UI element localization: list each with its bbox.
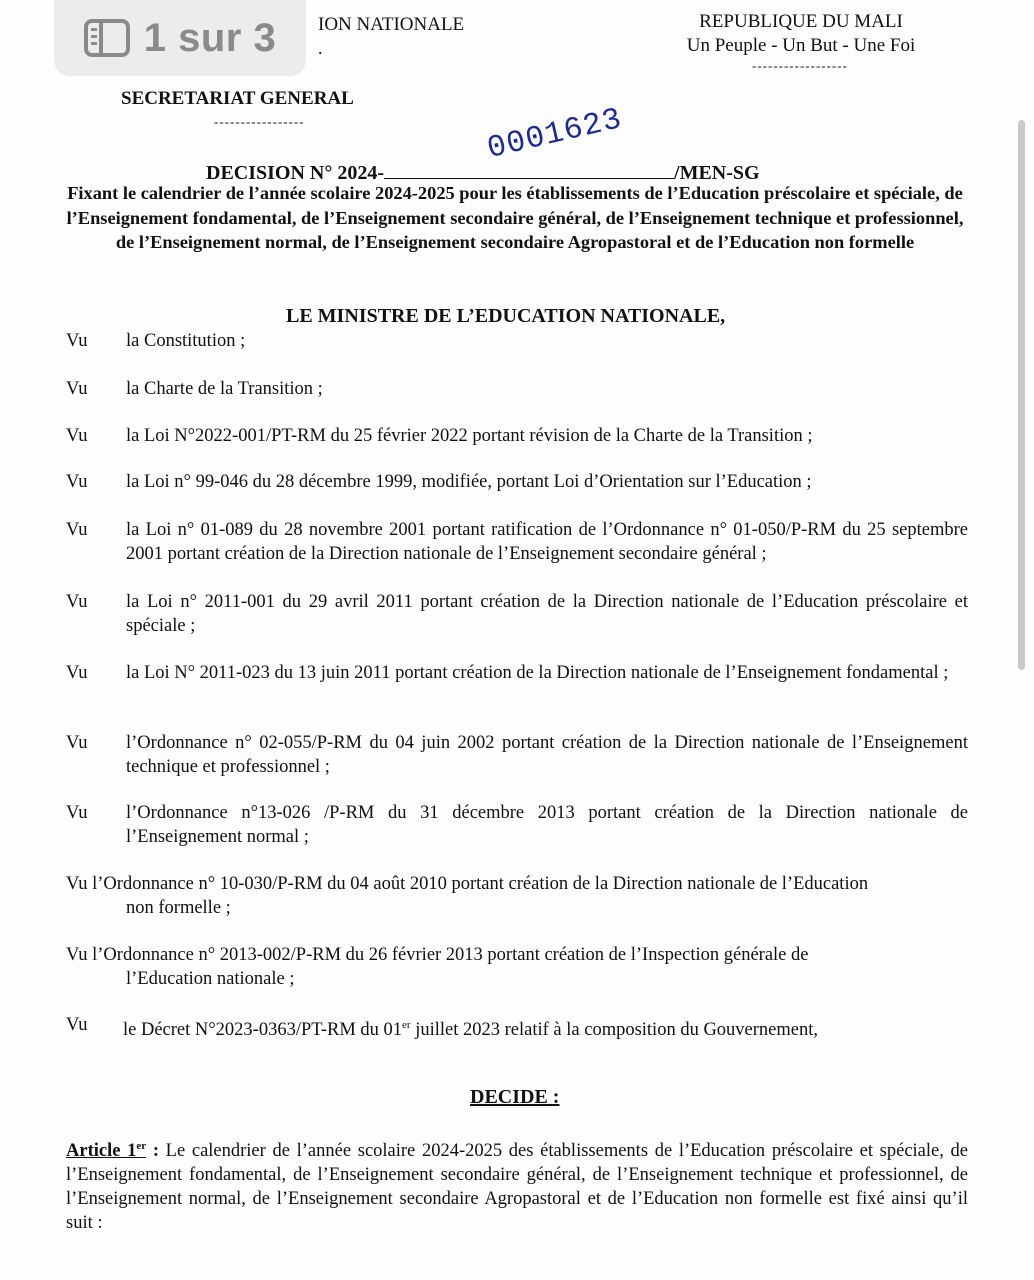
country-name: REPUBLIQUE DU MALI [699, 11, 903, 32]
vu-label: Vu [66, 472, 88, 492]
decision-subject: Fixant le calendrier de l’année scolaire 2024-2025 pour les établissements de l’Education préscolaire et spéciale, de l’Enseignement fondamental, de l’Enseignement secondaire général, de l’Enseignement technique et professionnel, de l’Enseignement normal, de l’Enseignement secondaire Agropastoral et de l’Education non formelle [66, 183, 964, 252]
visa-item [66, 1013, 968, 1042]
ministry-header: ION NATIONALE [318, 14, 465, 35]
visa-item [66, 329, 968, 353]
vu-label: Vu [66, 520, 88, 540]
visa-text: l’Ordonnance n° 10-030/P-RM du 04 août 2010 portant création de la Direction nationale de l’Education [92, 874, 869, 894]
country-divider: ------------------ [752, 58, 848, 73]
page-indicator[interactable] [54, 0, 306, 76]
article-label-text: Article 1 [66, 1141, 137, 1162]
visa-item [66, 801, 968, 849]
visa-item [66, 872, 968, 920]
visa-text: la Loi n° 99-046 du 28 décembre 1999, modifiée, portant Loi d’Orientation sur l’Education ; [126, 472, 812, 492]
article-label-colon: : [146, 1141, 159, 1162]
minister-heading: LE MINISTRE DE L’EDUCATION NATIONALE, [286, 305, 726, 327]
visa-item [66, 377, 968, 401]
visa-text [123, 1013, 968, 1042]
visa-item [66, 943, 968, 991]
vu-label: Vu [66, 426, 88, 446]
visa-item [66, 590, 968, 638]
visa-text: la Charte de la Transition ; [126, 379, 323, 399]
decision-prefix: DECISION N° 2024- [206, 162, 385, 184]
visa-text: la Loi N° 2011-023 du 13 juin 2011 portant création de la Direction nationale de l’Enseignement fondamental ; [126, 663, 949, 683]
visa-text: la Loi n° 2011-001 du 29 avril 2011 portant création de la Direction nationale de l’Education préscolaire et spéciale ; [126, 592, 968, 636]
vu-label: Vu [66, 331, 88, 351]
vu-label: Vu [66, 945, 88, 965]
vu-label: Vu [66, 733, 88, 753]
visa-text: la Loi N°2022-001/PT-RM du 25 février 2022 portant révision de la Charte de la Transition ; [126, 426, 813, 446]
decree-text-end: juillet 2023 relatif à la composition du Gouvernement, [415, 1020, 819, 1041]
decree-ordinal: er [402, 1019, 411, 1031]
decree-text: le Décret N°2023-0363/PT-RM du 01 [123, 1020, 403, 1041]
secretariat-divider: ----------------- [214, 114, 305, 129]
vu-label: Vu [66, 379, 88, 399]
visa-text: la Constitution ; [126, 331, 246, 351]
article-label-sup: er [136, 1140, 147, 1152]
secretariat-general: SECRETARIAT GENERAL [121, 88, 354, 109]
visa-text: l’Ordonnance n° 02-055/P-RM du 04 juin 2002 portant création de la Direction nationale de l’Enseignement technique et professionnel ; [126, 733, 968, 777]
vu-label: Vu [66, 874, 88, 894]
visa-text-line [66, 943, 968, 967]
article-text: Le calendrier de l’année scolaire 2024-2025 des établissements de l’Education préscolaire et spéciale, de l’Enseignement fondamental, de l’Enseignement secondaire général, de l’Enseignement technique et professionnel, de l’Enseignement normal, de l’Enseignement secondaire Agropastoral et de l’Education non formelle est fixé ainsi qu’il suit : [66, 1141, 969, 1234]
article-1 [66, 1134, 968, 1235]
decide-heading: DECIDE : [470, 1086, 560, 1108]
article-label [66, 1141, 146, 1161]
visa-text-continuation: non formelle ; [126, 898, 231, 918]
ministry-header-dot: . [318, 38, 323, 58]
scrollbar[interactable] [1018, 120, 1025, 670]
visa-text: l’Ordonnance n°13-026 /P-RM du 31 décembre 2013 portant création de la Direction nationale de l’Enseignement normal ; [126, 803, 968, 847]
vu-label: Vu [66, 803, 88, 823]
visa-text-line [66, 872, 968, 896]
visa-item [66, 518, 968, 566]
vu-label: Vu [66, 663, 88, 683]
vu-label: Vu [66, 592, 88, 612]
country-header [676, 10, 926, 58]
visa-text-continuation: l’Education nationale ; [126, 969, 295, 989]
visa-item [66, 424, 968, 448]
stamped-number: 0001623 [484, 102, 626, 167]
visa-item [66, 661, 968, 685]
decision-suffix: /MEN-SG [674, 162, 760, 184]
visa-text: l’Ordonnance n° 2013-002/P-RM du 26 février 2013 portant création de l’Inspection générale de [92, 945, 809, 965]
reader-view-icon [84, 19, 130, 57]
vu-label: Vu [66, 1015, 88, 1035]
country-motto: Un Peuple - Un But - Une Foi [686, 35, 916, 56]
visa-text: la Loi n° 01-089 du 28 novembre 2001 portant ratification de l’Ordonnance n° 01-050/P-RM du 25 septembre 2001 portant création de la Direction nationale de l’Enseignement secondaire général ; [126, 520, 968, 564]
decision-number-blank [384, 160, 674, 179]
visa-item [66, 470, 968, 494]
visa-item [66, 731, 968, 779]
page-indicator-text: 1 sur 3 [143, 15, 277, 60]
